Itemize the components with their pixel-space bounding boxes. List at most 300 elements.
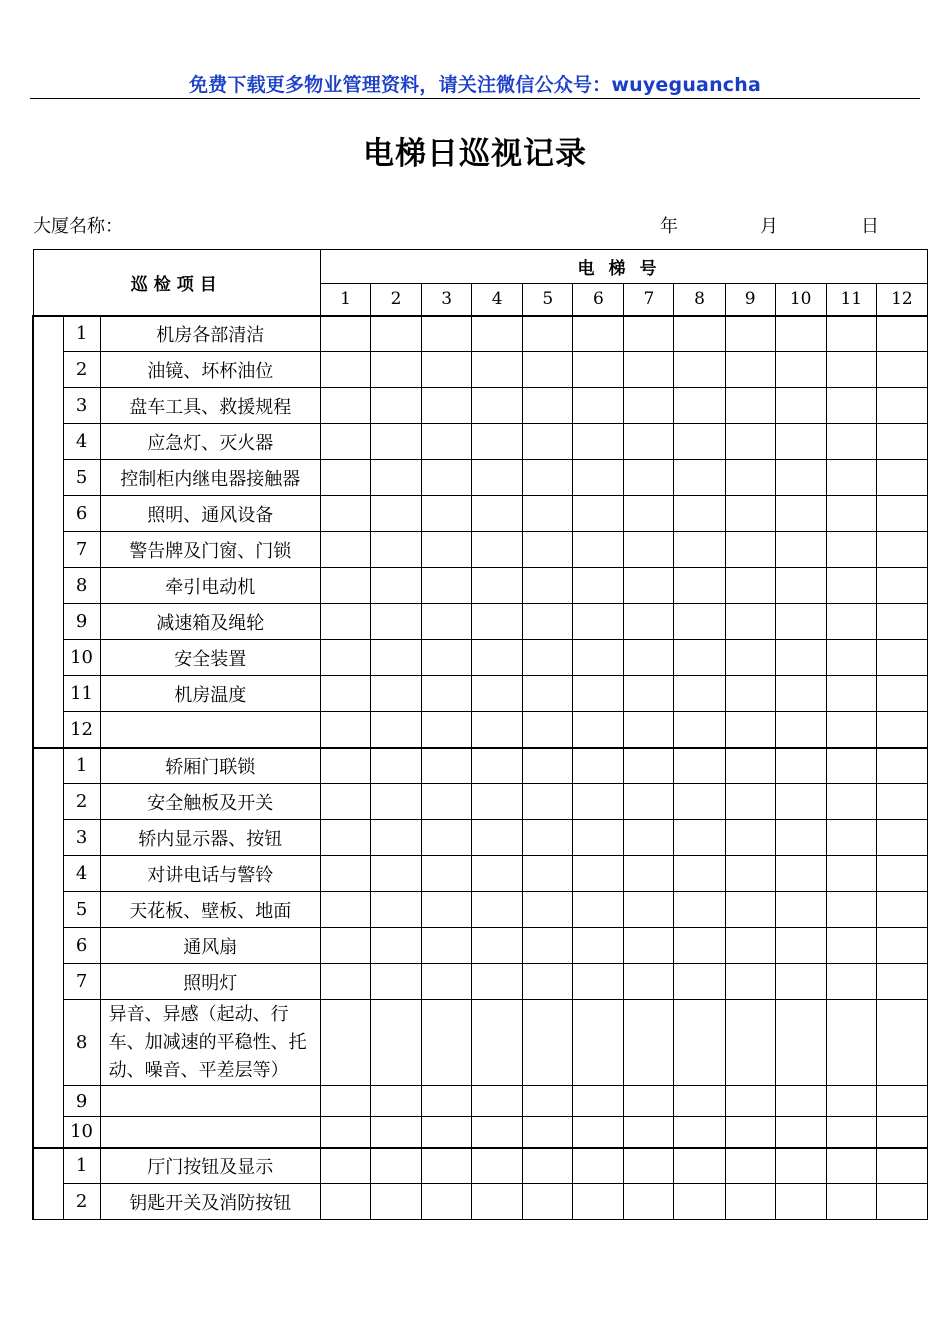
check-cell-elevator-1[interactable] bbox=[320, 496, 370, 532]
check-cell-elevator-5[interactable] bbox=[523, 568, 573, 604]
check-cell-elevator-3[interactable] bbox=[422, 856, 472, 892]
check-cell-elevator-10[interactable] bbox=[775, 676, 826, 712]
check-cell-elevator-7[interactable] bbox=[624, 1184, 674, 1220]
check-cell-elevator-1[interactable] bbox=[320, 1184, 370, 1220]
check-cell-elevator-11[interactable] bbox=[826, 352, 876, 388]
check-cell-elevator-3[interactable] bbox=[422, 964, 472, 1000]
check-cell-elevator-7[interactable] bbox=[624, 712, 674, 748]
check-cell-elevator-6[interactable] bbox=[573, 784, 624, 820]
check-cell-elevator-7[interactable] bbox=[624, 856, 674, 892]
check-cell-elevator-2[interactable] bbox=[371, 712, 422, 748]
check-cell-elevator-11[interactable] bbox=[826, 388, 876, 424]
table-row bbox=[33, 424, 928, 460]
check-cell-elevator-2[interactable] bbox=[371, 676, 422, 712]
check-cell-elevator-12[interactable] bbox=[876, 856, 927, 892]
check-cell-elevator-6[interactable] bbox=[573, 460, 624, 496]
check-cell-elevator-5[interactable] bbox=[523, 460, 573, 496]
check-cell-elevator-6[interactable] bbox=[573, 316, 624, 352]
check-cell-elevator-7[interactable] bbox=[624, 316, 674, 352]
check-cell-elevator-2[interactable] bbox=[371, 640, 422, 676]
check-cell-elevator-4[interactable] bbox=[472, 316, 523, 352]
check-cell-elevator-5[interactable] bbox=[523, 784, 573, 820]
check-cell-elevator-11[interactable] bbox=[826, 568, 876, 604]
check-cell-elevator-4[interactable] bbox=[472, 460, 523, 496]
check-cell-elevator-3[interactable] bbox=[422, 676, 472, 712]
check-cell-elevator-3[interactable] bbox=[422, 604, 472, 640]
check-cell-elevator-8[interactable] bbox=[674, 460, 725, 496]
check-cell-elevator-9[interactable] bbox=[725, 424, 775, 460]
check-cell-elevator-5[interactable] bbox=[523, 352, 573, 388]
check-cell-elevator-9[interactable] bbox=[725, 568, 775, 604]
check-cell-elevator-2[interactable] bbox=[371, 388, 422, 424]
check-cell-elevator-8[interactable] bbox=[674, 964, 725, 1000]
check-cell-elevator-12[interactable] bbox=[876, 1000, 927, 1086]
check-cell-elevator-1[interactable] bbox=[320, 928, 370, 964]
check-cell-elevator-5[interactable] bbox=[523, 424, 573, 460]
check-cell-elevator-11[interactable] bbox=[826, 1000, 876, 1086]
check-cell-elevator-1[interactable] bbox=[320, 820, 370, 856]
check-cell-elevator-6[interactable] bbox=[573, 1000, 624, 1086]
check-cell-elevator-7[interactable] bbox=[624, 460, 674, 496]
check-cell-elevator-6[interactable] bbox=[573, 964, 624, 1000]
check-cell-elevator-6[interactable] bbox=[573, 676, 624, 712]
check-cell-elevator-12[interactable] bbox=[876, 784, 927, 820]
check-cell-elevator-2[interactable] bbox=[371, 1148, 422, 1184]
check-cell-elevator-1[interactable] bbox=[320, 424, 370, 460]
check-cell-elevator-7[interactable] bbox=[624, 1117, 674, 1148]
check-cell-elevator-9[interactable] bbox=[725, 640, 775, 676]
check-cell-elevator-4[interactable] bbox=[472, 856, 523, 892]
check-cell-elevator-7[interactable] bbox=[624, 676, 674, 712]
check-cell-elevator-11[interactable] bbox=[826, 316, 876, 352]
check-cell-elevator-10[interactable] bbox=[775, 928, 826, 964]
check-cell-elevator-9[interactable] bbox=[725, 712, 775, 748]
check-cell-elevator-12[interactable] bbox=[876, 496, 927, 532]
check-cell-elevator-4[interactable] bbox=[472, 712, 523, 748]
group-label-cell bbox=[33, 1148, 63, 1220]
check-cell-elevator-12[interactable] bbox=[876, 1148, 927, 1184]
check-cell-elevator-12[interactable] bbox=[876, 964, 927, 1000]
check-cell-elevator-12[interactable] bbox=[876, 1184, 927, 1220]
check-cell-elevator-8[interactable] bbox=[674, 1148, 725, 1184]
check-cell-elevator-9[interactable] bbox=[725, 892, 775, 928]
check-cell-elevator-12[interactable] bbox=[876, 568, 927, 604]
check-cell-elevator-6[interactable] bbox=[573, 928, 624, 964]
check-cell-elevator-2[interactable] bbox=[371, 820, 422, 856]
check-cell-elevator-10[interactable] bbox=[775, 640, 826, 676]
check-cell-elevator-2[interactable] bbox=[371, 1184, 422, 1220]
check-cell-elevator-3[interactable] bbox=[422, 820, 472, 856]
check-cell-elevator-5[interactable] bbox=[523, 1000, 573, 1086]
check-cell-elevator-3[interactable] bbox=[422, 388, 472, 424]
check-cell-elevator-4[interactable] bbox=[472, 568, 523, 604]
check-cell-elevator-8[interactable] bbox=[674, 928, 725, 964]
check-cell-elevator-6[interactable] bbox=[573, 496, 624, 532]
check-cell-elevator-12[interactable] bbox=[876, 712, 927, 748]
day-label: 日 bbox=[861, 216, 879, 237]
check-cell-elevator-6[interactable] bbox=[573, 748, 624, 784]
check-cell-elevator-9[interactable] bbox=[725, 784, 775, 820]
check-cell-elevator-7[interactable] bbox=[624, 496, 674, 532]
check-cell-elevator-8[interactable] bbox=[674, 892, 725, 928]
check-cell-elevator-10[interactable] bbox=[775, 964, 826, 1000]
check-cell-elevator-9[interactable] bbox=[725, 1000, 775, 1086]
check-cell-elevator-2[interactable] bbox=[371, 892, 422, 928]
check-cell-elevator-5[interactable] bbox=[523, 712, 573, 748]
check-cell-elevator-10[interactable] bbox=[775, 532, 826, 568]
check-cell-elevator-6[interactable] bbox=[573, 892, 624, 928]
check-cell-elevator-6[interactable] bbox=[573, 352, 624, 388]
check-cell-elevator-7[interactable] bbox=[624, 352, 674, 388]
check-cell-elevator-4[interactable] bbox=[472, 604, 523, 640]
check-cell-elevator-12[interactable] bbox=[876, 316, 927, 352]
check-cell-elevator-8[interactable] bbox=[674, 784, 725, 820]
check-cell-elevator-3[interactable] bbox=[422, 496, 472, 532]
check-cell-elevator-12[interactable] bbox=[876, 1117, 927, 1148]
check-cell-elevator-5[interactable] bbox=[523, 388, 573, 424]
check-cell-elevator-1[interactable] bbox=[320, 1117, 370, 1148]
check-cell-elevator-4[interactable] bbox=[472, 1148, 523, 1184]
table-row bbox=[33, 1117, 928, 1148]
check-cell-elevator-12[interactable] bbox=[876, 1086, 927, 1117]
check-cell-elevator-3[interactable] bbox=[422, 568, 472, 604]
check-cell-elevator-11[interactable] bbox=[826, 712, 876, 748]
check-cell-elevator-5[interactable] bbox=[523, 604, 573, 640]
check-cell-elevator-9[interactable] bbox=[725, 856, 775, 892]
check-cell-elevator-8[interactable] bbox=[674, 1184, 725, 1220]
item-name: 厅门按钮及显示 bbox=[100, 1148, 320, 1184]
table-row bbox=[33, 496, 928, 532]
check-cell-elevator-8[interactable] bbox=[674, 748, 725, 784]
header-divider bbox=[30, 98, 920, 99]
check-cell-elevator-7[interactable] bbox=[624, 784, 674, 820]
check-cell-elevator-4[interactable] bbox=[472, 820, 523, 856]
elevator-number-2: 2 bbox=[371, 284, 422, 316]
check-cell-elevator-8[interactable] bbox=[674, 856, 725, 892]
check-cell-elevator-1[interactable] bbox=[320, 352, 370, 388]
check-cell-elevator-10[interactable] bbox=[775, 1184, 826, 1220]
check-cell-elevator-6[interactable] bbox=[573, 532, 624, 568]
check-cell-elevator-3[interactable] bbox=[422, 928, 472, 964]
check-cell-elevator-12[interactable] bbox=[876, 460, 927, 496]
item-number: 7 bbox=[63, 532, 100, 568]
check-cell-elevator-4[interactable] bbox=[472, 640, 523, 676]
check-cell-elevator-1[interactable] bbox=[320, 604, 370, 640]
check-cell-elevator-10[interactable] bbox=[775, 352, 826, 388]
check-cell-elevator-1[interactable] bbox=[320, 676, 370, 712]
check-cell-elevator-11[interactable] bbox=[826, 532, 876, 568]
check-cell-elevator-12[interactable] bbox=[876, 388, 927, 424]
check-cell-elevator-5[interactable] bbox=[523, 532, 573, 568]
check-cell-elevator-1[interactable] bbox=[320, 1148, 370, 1184]
check-cell-elevator-9[interactable] bbox=[725, 748, 775, 784]
check-cell-elevator-10[interactable] bbox=[775, 316, 826, 352]
check-cell-elevator-1[interactable] bbox=[320, 712, 370, 748]
check-cell-elevator-4[interactable] bbox=[472, 784, 523, 820]
check-cell-elevator-5[interactable] bbox=[523, 856, 573, 892]
check-cell-elevator-11[interactable] bbox=[826, 640, 876, 676]
check-cell-elevator-6[interactable] bbox=[573, 712, 624, 748]
check-cell-elevator-2[interactable] bbox=[371, 496, 422, 532]
check-cell-elevator-2[interactable] bbox=[371, 532, 422, 568]
check-cell-elevator-5[interactable] bbox=[523, 892, 573, 928]
check-cell-elevator-8[interactable] bbox=[674, 568, 725, 604]
check-cell-elevator-5[interactable] bbox=[523, 1086, 573, 1117]
check-cell-elevator-3[interactable] bbox=[422, 892, 472, 928]
check-cell-elevator-11[interactable] bbox=[826, 460, 876, 496]
check-cell-elevator-11[interactable] bbox=[826, 1086, 876, 1117]
check-cell-elevator-12[interactable] bbox=[876, 748, 927, 784]
check-cell-elevator-10[interactable] bbox=[775, 856, 826, 892]
check-cell-elevator-3[interactable] bbox=[422, 316, 472, 352]
check-cell-elevator-10[interactable] bbox=[775, 712, 826, 748]
check-cell-elevator-7[interactable] bbox=[624, 424, 674, 460]
check-cell-elevator-11[interactable] bbox=[826, 1148, 876, 1184]
check-cell-elevator-5[interactable] bbox=[523, 964, 573, 1000]
check-cell-elevator-9[interactable] bbox=[725, 1148, 775, 1184]
check-cell-elevator-5[interactable] bbox=[523, 676, 573, 712]
check-cell-elevator-4[interactable] bbox=[472, 964, 523, 1000]
check-cell-elevator-5[interactable] bbox=[523, 1117, 573, 1148]
check-cell-elevator-8[interactable] bbox=[674, 496, 725, 532]
check-cell-elevator-2[interactable] bbox=[371, 1086, 422, 1117]
check-cell-elevator-4[interactable] bbox=[472, 496, 523, 532]
check-cell-elevator-9[interactable] bbox=[725, 1184, 775, 1220]
check-cell-elevator-4[interactable] bbox=[472, 352, 523, 388]
check-cell-elevator-11[interactable] bbox=[826, 928, 876, 964]
check-cell-elevator-9[interactable] bbox=[725, 1086, 775, 1117]
check-cell-elevator-4[interactable] bbox=[472, 424, 523, 460]
check-cell-elevator-6[interactable] bbox=[573, 1184, 624, 1220]
check-cell-elevator-8[interactable] bbox=[674, 820, 725, 856]
check-cell-elevator-8[interactable] bbox=[674, 532, 725, 568]
check-cell-elevator-3[interactable] bbox=[422, 532, 472, 568]
check-cell-elevator-3[interactable] bbox=[422, 352, 472, 388]
check-cell-elevator-10[interactable] bbox=[775, 1000, 826, 1086]
check-cell-elevator-10[interactable] bbox=[775, 1117, 826, 1148]
check-cell-elevator-9[interactable] bbox=[725, 820, 775, 856]
check-cell-elevator-9[interactable] bbox=[725, 928, 775, 964]
check-cell-elevator-7[interactable] bbox=[624, 532, 674, 568]
check-cell-elevator-4[interactable] bbox=[472, 928, 523, 964]
check-cell-elevator-9[interactable] bbox=[725, 532, 775, 568]
check-cell-elevator-1[interactable] bbox=[320, 568, 370, 604]
check-cell-elevator-9[interactable] bbox=[725, 388, 775, 424]
check-cell-elevator-11[interactable] bbox=[826, 964, 876, 1000]
check-cell-elevator-7[interactable] bbox=[624, 604, 674, 640]
check-cell-elevator-3[interactable] bbox=[422, 460, 472, 496]
check-cell-elevator-7[interactable] bbox=[624, 748, 674, 784]
check-cell-elevator-3[interactable] bbox=[422, 712, 472, 748]
check-cell-elevator-8[interactable] bbox=[674, 316, 725, 352]
check-cell-elevator-12[interactable] bbox=[876, 892, 927, 928]
check-cell-elevator-11[interactable] bbox=[826, 820, 876, 856]
check-cell-elevator-2[interactable] bbox=[371, 352, 422, 388]
check-cell-elevator-12[interactable] bbox=[876, 532, 927, 568]
check-cell-elevator-6[interactable] bbox=[573, 424, 624, 460]
check-cell-elevator-1[interactable] bbox=[320, 748, 370, 784]
check-cell-elevator-1[interactable] bbox=[320, 1000, 370, 1086]
check-cell-elevator-9[interactable] bbox=[725, 1117, 775, 1148]
check-cell-elevator-7[interactable] bbox=[624, 1148, 674, 1184]
check-cell-elevator-3[interactable] bbox=[422, 424, 472, 460]
check-cell-elevator-8[interactable] bbox=[674, 604, 725, 640]
check-cell-elevator-5[interactable] bbox=[523, 496, 573, 532]
check-cell-elevator-7[interactable] bbox=[624, 640, 674, 676]
check-cell-elevator-11[interactable] bbox=[826, 604, 876, 640]
check-cell-elevator-10[interactable] bbox=[775, 388, 826, 424]
check-cell-elevator-11[interactable] bbox=[826, 496, 876, 532]
check-cell-elevator-12[interactable] bbox=[876, 604, 927, 640]
check-cell-elevator-7[interactable] bbox=[624, 1000, 674, 1086]
check-cell-elevator-6[interactable] bbox=[573, 604, 624, 640]
check-cell-elevator-8[interactable] bbox=[674, 1117, 725, 1148]
check-cell-elevator-12[interactable] bbox=[876, 352, 927, 388]
check-cell-elevator-2[interactable] bbox=[371, 1117, 422, 1148]
check-cell-elevator-9[interactable] bbox=[725, 676, 775, 712]
check-cell-elevator-10[interactable] bbox=[775, 748, 826, 784]
item-number: 6 bbox=[63, 928, 100, 964]
check-cell-elevator-2[interactable] bbox=[371, 1000, 422, 1086]
check-cell-elevator-11[interactable] bbox=[826, 892, 876, 928]
check-cell-elevator-5[interactable] bbox=[523, 928, 573, 964]
check-cell-elevator-4[interactable] bbox=[472, 388, 523, 424]
check-cell-elevator-2[interactable] bbox=[371, 604, 422, 640]
check-cell-elevator-1[interactable] bbox=[320, 784, 370, 820]
check-cell-elevator-5[interactable] bbox=[523, 748, 573, 784]
check-cell-elevator-2[interactable] bbox=[371, 928, 422, 964]
check-cell-elevator-7[interactable] bbox=[624, 892, 674, 928]
check-cell-elevator-11[interactable] bbox=[826, 676, 876, 712]
check-cell-elevator-9[interactable] bbox=[725, 604, 775, 640]
check-cell-elevator-1[interactable] bbox=[320, 316, 370, 352]
check-cell-elevator-6[interactable] bbox=[573, 1117, 624, 1148]
check-cell-elevator-10[interactable] bbox=[775, 568, 826, 604]
check-cell-elevator-4[interactable] bbox=[472, 892, 523, 928]
check-cell-elevator-1[interactable] bbox=[320, 388, 370, 424]
check-cell-elevator-8[interactable] bbox=[674, 676, 725, 712]
check-cell-elevator-10[interactable] bbox=[775, 820, 826, 856]
item-number: 7 bbox=[63, 964, 100, 1000]
item-number: 3 bbox=[63, 820, 100, 856]
check-cell-elevator-4[interactable] bbox=[472, 532, 523, 568]
check-cell-elevator-3[interactable] bbox=[422, 1148, 472, 1184]
check-cell-elevator-8[interactable] bbox=[674, 1000, 725, 1086]
check-cell-elevator-8[interactable] bbox=[674, 712, 725, 748]
check-cell-elevator-1[interactable] bbox=[320, 856, 370, 892]
check-cell-elevator-12[interactable] bbox=[876, 928, 927, 964]
check-cell-elevator-2[interactable] bbox=[371, 784, 422, 820]
check-cell-elevator-2[interactable] bbox=[371, 748, 422, 784]
check-cell-elevator-5[interactable] bbox=[523, 1148, 573, 1184]
check-cell-elevator-11[interactable] bbox=[826, 748, 876, 784]
check-cell-elevator-12[interactable] bbox=[876, 676, 927, 712]
check-cell-elevator-11[interactable] bbox=[826, 1117, 876, 1148]
check-cell-elevator-3[interactable] bbox=[422, 1086, 472, 1117]
check-cell-elevator-1[interactable] bbox=[320, 892, 370, 928]
check-cell-elevator-2[interactable] bbox=[371, 568, 422, 604]
check-cell-elevator-3[interactable] bbox=[422, 748, 472, 784]
check-cell-elevator-12[interactable] bbox=[876, 424, 927, 460]
check-cell-elevator-1[interactable] bbox=[320, 1086, 370, 1117]
check-cell-elevator-8[interactable] bbox=[674, 352, 725, 388]
check-cell-elevator-4[interactable] bbox=[472, 1184, 523, 1220]
check-cell-elevator-4[interactable] bbox=[472, 748, 523, 784]
check-cell-elevator-7[interactable] bbox=[624, 928, 674, 964]
check-cell-elevator-1[interactable] bbox=[320, 640, 370, 676]
check-cell-elevator-7[interactable] bbox=[624, 964, 674, 1000]
check-cell-elevator-2[interactable] bbox=[371, 964, 422, 1000]
check-cell-elevator-11[interactable] bbox=[826, 1184, 876, 1220]
check-cell-elevator-2[interactable] bbox=[371, 856, 422, 892]
check-cell-elevator-1[interactable] bbox=[320, 460, 370, 496]
check-cell-elevator-10[interactable] bbox=[775, 1148, 826, 1184]
check-cell-elevator-5[interactable] bbox=[523, 820, 573, 856]
check-cell-elevator-4[interactable] bbox=[472, 676, 523, 712]
check-cell-elevator-2[interactable] bbox=[371, 424, 422, 460]
check-cell-elevator-1[interactable] bbox=[320, 532, 370, 568]
check-cell-elevator-12[interactable] bbox=[876, 820, 927, 856]
check-cell-elevator-11[interactable] bbox=[826, 424, 876, 460]
check-cell-elevator-4[interactable] bbox=[472, 1000, 523, 1086]
check-cell-elevator-3[interactable] bbox=[422, 1000, 472, 1086]
check-cell-elevator-10[interactable] bbox=[775, 1086, 826, 1117]
check-cell-elevator-2[interactable] bbox=[371, 316, 422, 352]
check-cell-elevator-10[interactable] bbox=[775, 496, 826, 532]
check-cell-elevator-5[interactable] bbox=[523, 1184, 573, 1220]
check-cell-elevator-2[interactable] bbox=[371, 460, 422, 496]
check-cell-elevator-6[interactable] bbox=[573, 1086, 624, 1117]
check-cell-elevator-9[interactable] bbox=[725, 496, 775, 532]
check-cell-elevator-10[interactable] bbox=[775, 460, 826, 496]
check-cell-elevator-9[interactable] bbox=[725, 352, 775, 388]
check-cell-elevator-6[interactable] bbox=[573, 568, 624, 604]
check-cell-elevator-9[interactable] bbox=[725, 460, 775, 496]
check-cell-elevator-5[interactable] bbox=[523, 316, 573, 352]
check-cell-elevator-7[interactable] bbox=[624, 1086, 674, 1117]
check-cell-elevator-10[interactable] bbox=[775, 604, 826, 640]
check-cell-elevator-7[interactable] bbox=[624, 388, 674, 424]
check-cell-elevator-6[interactable] bbox=[573, 640, 624, 676]
check-cell-elevator-6[interactable] bbox=[573, 388, 624, 424]
check-cell-elevator-7[interactable] bbox=[624, 820, 674, 856]
check-cell-elevator-3[interactable] bbox=[422, 640, 472, 676]
check-cell-elevator-9[interactable] bbox=[725, 964, 775, 1000]
check-cell-elevator-4[interactable] bbox=[472, 1086, 523, 1117]
check-cell-elevator-4[interactable] bbox=[472, 1117, 523, 1148]
check-cell-elevator-3[interactable] bbox=[422, 1184, 472, 1220]
check-cell-elevator-8[interactable] bbox=[674, 424, 725, 460]
check-cell-elevator-6[interactable] bbox=[573, 1148, 624, 1184]
check-cell-elevator-8[interactable] bbox=[674, 640, 725, 676]
check-cell-elevator-6[interactable] bbox=[573, 856, 624, 892]
check-cell-elevator-6[interactable] bbox=[573, 820, 624, 856]
check-cell-elevator-12[interactable] bbox=[876, 640, 927, 676]
check-cell-elevator-8[interactable] bbox=[674, 388, 725, 424]
check-cell-elevator-7[interactable] bbox=[624, 568, 674, 604]
check-cell-elevator-9[interactable] bbox=[725, 316, 775, 352]
check-cell-elevator-10[interactable] bbox=[775, 424, 826, 460]
check-cell-elevator-11[interactable] bbox=[826, 856, 876, 892]
check-cell-elevator-3[interactable] bbox=[422, 1117, 472, 1148]
check-cell-elevator-10[interactable] bbox=[775, 892, 826, 928]
check-cell-elevator-1[interactable] bbox=[320, 964, 370, 1000]
check-cell-elevator-3[interactable] bbox=[422, 784, 472, 820]
check-cell-elevator-8[interactable] bbox=[674, 1086, 725, 1117]
check-cell-elevator-10[interactable] bbox=[775, 784, 826, 820]
check-cell-elevator-11[interactable] bbox=[826, 784, 876, 820]
check-cell-elevator-5[interactable] bbox=[523, 640, 573, 676]
